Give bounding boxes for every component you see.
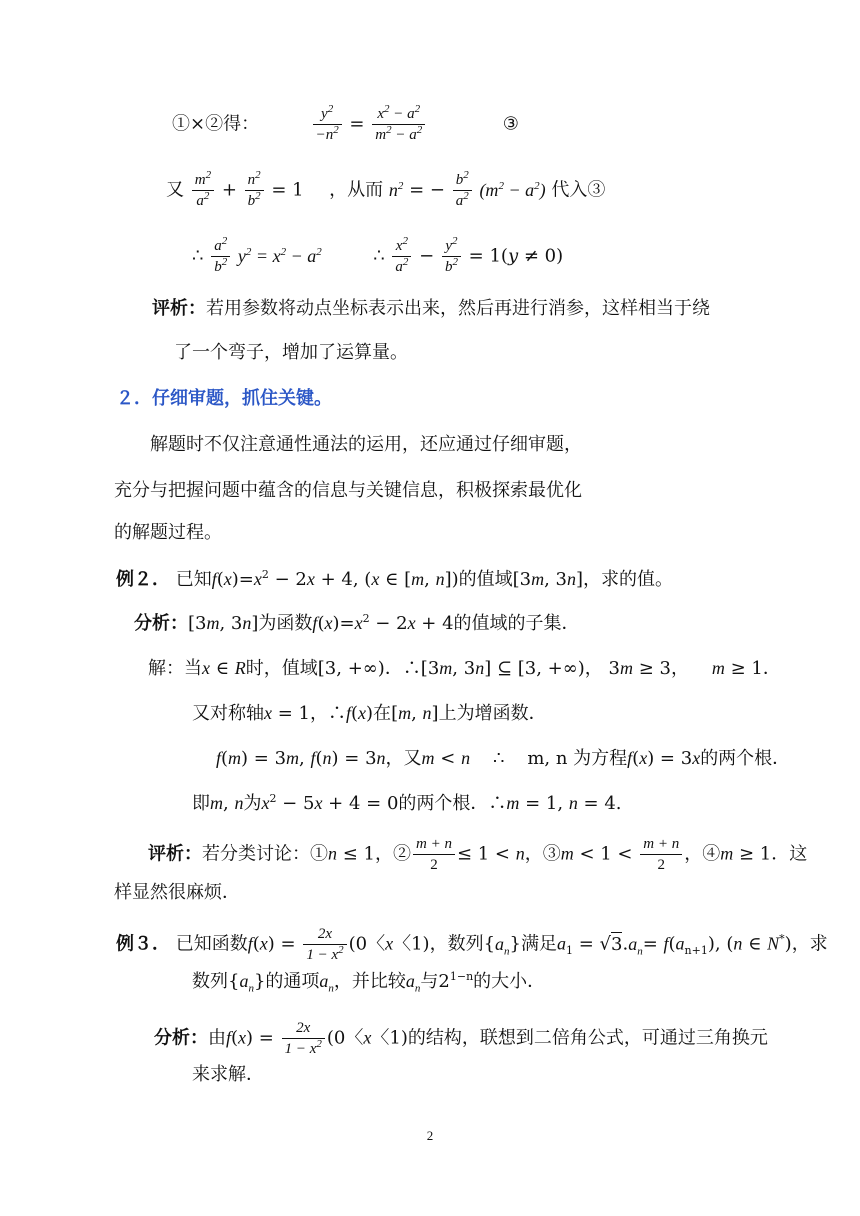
text: 为函数 <box>258 613 313 634</box>
text: 的结构，联想到二倍角公式，可通过三角换元 <box>407 1027 768 1049</box>
text: 已知 <box>175 569 212 590</box>
therefore-symbol: ∴ <box>192 245 204 267</box>
fraction-b2-a2: $\frac{b^2}{a^2}$ <box>453 170 472 211</box>
text: 与 <box>420 971 439 992</box>
text-substitute: 代入③ <box>551 179 606 201</box>
analysis-label: 分析： <box>154 1027 208 1049</box>
text: ，求 <box>791 933 828 955</box>
text: ，数列 <box>429 933 484 955</box>
solution-line-1: 解：当x ∈ R时，值域[3, +∞)．∴[3m, 3n] ⊆ [3, +∞)， 3m ≥ 3， m ≥ 1． <box>148 658 781 679</box>
text: 的值域的子集． <box>453 613 580 634</box>
therefore-symbol: ∴ <box>373 245 385 267</box>
solution-line-2: 又对称轴x = 1，∴f(x)在[m, n]上为增函数． <box>192 703 547 724</box>
text: ，并比较 <box>333 971 406 992</box>
paragraph-line-3: 的解题过程。 <box>114 522 222 543</box>
comment-label: 评析： <box>152 298 206 319</box>
text: 的通项 <box>265 971 320 992</box>
comment-1-cont <box>174 340 408 366</box>
comment-1 <box>152 296 710 322</box>
example-label: 例２． <box>116 569 170 590</box>
page-number: 2 <box>426 1128 434 1143</box>
eq-line-1: ①×②得： $\frac{y^2}{-n^2}$ = $\frac{x^2 - a^2}{m^2 - a^2}$ ③ <box>172 103 519 143</box>
example-label: 例３． <box>116 933 170 955</box>
solution-line-4: 即m, n为$x^2 - 5x + 4 = 0$的两个根．∴m = 1, n = 4. <box>192 792 622 814</box>
text: 为 <box>243 793 262 814</box>
text: ，③ <box>524 843 561 865</box>
text: ， <box>584 658 603 679</box>
text: ， <box>670 658 689 679</box>
analysis-label: 分析： <box>134 613 188 634</box>
fraction-x2-a2: $\frac{x^2}{a^2}$ <box>392 236 411 277</box>
text: ，② <box>374 843 411 865</box>
text: 的两个根． <box>700 748 791 769</box>
text-you: 又 <box>166 179 184 201</box>
fraction-2x-1x2: $\frac{2x}{1 - x^2}$ <box>303 924 346 965</box>
text: 若分类讨论：① <box>202 843 328 865</box>
eq3-marker: ③ <box>502 113 519 135</box>
text: ．这 <box>771 843 808 865</box>
text-congerner: ，从而 <box>329 179 384 201</box>
text: 又对称轴 <box>192 703 264 724</box>
fraction-2x-1x2b: $\frac{2x}{1 - x^2}$ <box>282 1018 325 1059</box>
comment-text-2: 了一个弯子，增加了运算量。 <box>174 342 408 363</box>
solution-line-3: f(m) = 3m, f(n) = 3n，又m < n ∴ m, n 为方程f(x) = 3x的两个根． <box>216 748 791 769</box>
text: ，求的值。 <box>583 569 674 590</box>
comment-label: 评析： <box>148 843 202 865</box>
text: ． <box>384 658 403 679</box>
eq-line-3: ∴ $\frac{a^2}{b^2}$ $y^2 = x^2 - a^2$ ∴ $\frac{x^2}{a^2}$ − $\frac{y^2}{b^2}$ = 1(y ≠ 0) <box>192 235 564 275</box>
text: 的大小． <box>473 971 546 992</box>
fraction-mn-2b: $\frac{m + n}{2}$ <box>640 834 682 875</box>
example-2: 例２． 已知$f(x)=x^2 - 2x + 4$, (x ∈ [m, n])的值域[3m, 3n]，求的值。 <box>116 568 674 590</box>
fraction-a2-b2: $\frac{a^2}{b^2}$ <box>211 236 230 277</box>
text: 上为增函数． <box>438 703 547 724</box>
comment-2: 评析：若分类讨论：①n ≤ 1，② $\frac{m + n}{2}$ ≤ 1 < n，③m < 1 < $\frac{m + n}{2}$ ，④m ≥ 1．这 <box>148 836 808 873</box>
example-3-cont: 数列$\{a_n\}$的通项$a_n$，并比较$a_n$与$2^{1-n}$的大小． <box>192 970 546 995</box>
text: ，④ <box>684 843 721 865</box>
text: ，∴ <box>309 703 346 724</box>
fraction-mn-2: $\frac{m + n}{2}$ <box>413 834 455 875</box>
fraction-m2-a2: $\frac{m^2}{a^2}$ <box>192 170 214 211</box>
comment-2-cont: 样显然很麻烦． <box>114 882 240 903</box>
analysis-3: 分析：由f(x) = $\frac{2x}{1 - x^2}$ (0〈x〈1)的结构，联想到二倍角公式，可通过三角换元 <box>154 1020 768 1057</box>
analysis-3-cont: 来求解． <box>192 1064 264 1085</box>
fraction-n2-b2: $\frac{n^2}{b^2}$ <box>245 170 264 211</box>
text: 时，值域 <box>245 658 318 679</box>
text: 的值域 <box>458 569 513 590</box>
analysis-2: 分析：[3m, 3n]为函数$f(x)=x^2 - 2x + 4$的值域的子集． <box>134 612 580 634</box>
section-heading-2: ２．仔细审题，抓住关键。 <box>116 388 332 409</box>
fraction-y2-n2: $\frac{y^2}{-n^2}$ <box>313 104 342 145</box>
fraction-y2-b2: $\frac{y^2}{b^2}$ <box>442 236 461 277</box>
text: 即 <box>192 793 210 814</box>
text: 数列 <box>192 971 228 992</box>
text: 满足 <box>521 933 557 955</box>
fraction-x2a2-m2a2: $\frac{x^2 - a^2}{m^2 - a^2}$ <box>372 104 425 145</box>
text: ，又 <box>385 748 422 769</box>
eq1-label: ①×②得： <box>172 113 260 135</box>
text: 在 <box>373 703 392 724</box>
comment-text: 若用参数将动点坐标表示出来，然后再进行消参，这样相当于绕 <box>206 298 710 319</box>
paragraph-line-1: 解题时不仅注意通性通法的运用，还应通过仔细审题， <box>150 434 582 455</box>
text: 的两个根．∴ <box>398 793 507 814</box>
text: 已知函数 <box>175 933 248 955</box>
text: ． <box>762 658 781 679</box>
example-3: 例３． 已知函数f(x) = $\frac{2x}{1 - x^2}$ (0〈x〈1)，数列$\{a_n\}$满足$a_1 = √3.a_n= f(a_{n+1})$, (n ∈ N*)，求 <box>116 926 828 963</box>
text: 由 <box>208 1027 226 1049</box>
text: m, n 为方程 <box>527 748 628 769</box>
text: 解：当 <box>148 658 202 679</box>
paragraph-line-2: 充分与把握问题中蕴含的信息与关键信息，积极探索最优化 <box>114 480 582 501</box>
eq-line-2: 又 $\frac{m^2}{a^2}$ + $\frac{n^2}{b^2}$ = 1 ，从而 $n^2$ = − $\frac{b^2}{a^2}$ $(m^2 - a^2)$ 代入③ <box>166 169 606 209</box>
text: ∴ <box>492 748 505 769</box>
